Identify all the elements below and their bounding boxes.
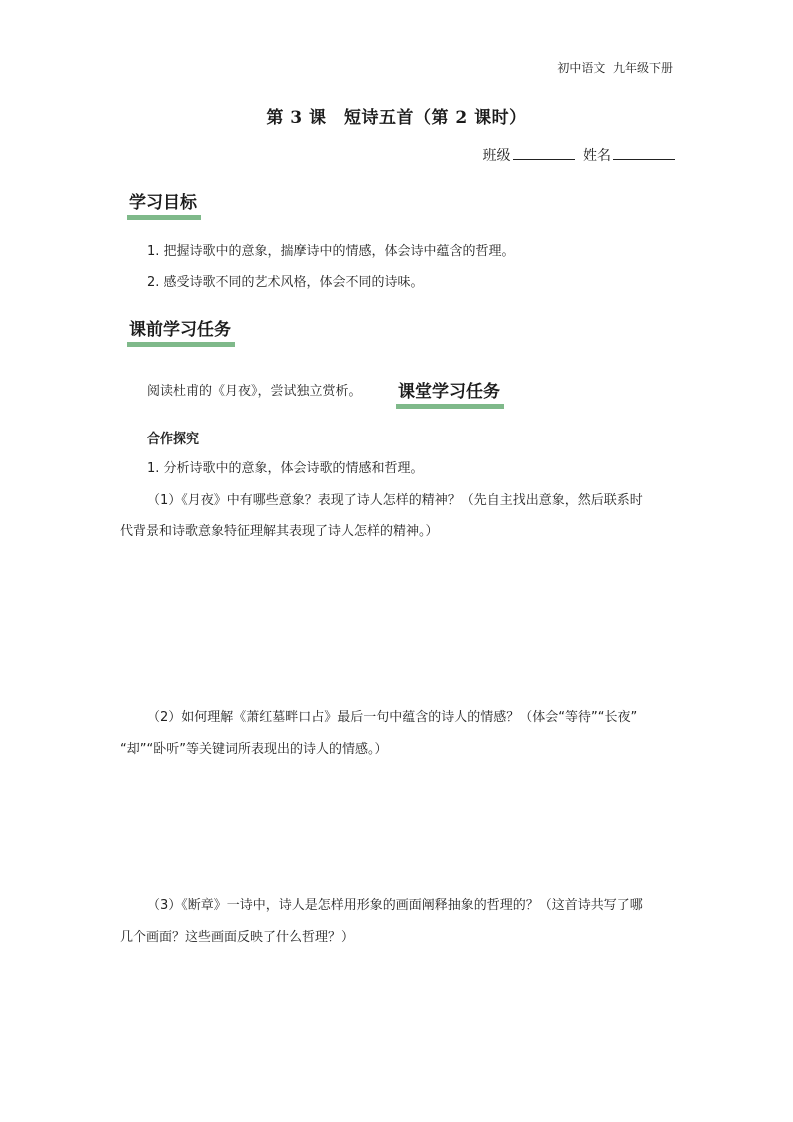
objective-item-2: 2. 感受诗歌不同的艺术风格，体会不同的诗味。 (147, 275, 424, 290)
prelesson-heading: 课前学习任务 (127, 319, 235, 347)
objectives-heading: 学习目标 (127, 192, 201, 220)
subject-label: 初中语文 (557, 61, 606, 75)
class-label: 班级 (482, 148, 511, 164)
question-1-line-2: 代背景和诗歌意象特征理解其表现了诗人怎样的精神。） (120, 524, 439, 539)
class-name-line (483, 145, 675, 165)
grade-label: 九年级下册 (612, 61, 673, 75)
page-title: 第 3 课 短诗五首（第 2 课时） (266, 108, 527, 128)
inclass-heading: 课堂学习任务 (396, 381, 504, 409)
question-2-line-2: “却”“卧听”等关键词所表现出的诗人的情感。） (120, 742, 388, 757)
cooperative-inquiry-heading: 合作探究 (147, 432, 200, 447)
question-3-line-2: 几个画面？这些画面反映了什么哲理？） (120, 930, 355, 945)
question-1-line-1: （1）《月夜》中有哪些意象？表现了诗人怎样的精神？（先自主找出意象，然后联系时 (147, 493, 643, 508)
objective-item-1: 1. 把握诗歌中的意象，揣摩诗中的情感，体会诗中蕴含的哲理。 (147, 244, 515, 259)
class-blank[interactable] (513, 145, 575, 160)
name-label: 姓名 (583, 148, 611, 164)
question-2-line-1: （2）如何理解《萧红墓畔口占》最后一句中蕴含的诗人的情感？（体会“等待”“长夜” (147, 710, 638, 725)
name-blank[interactable] (613, 145, 675, 160)
prelesson-text: 阅读杜甫的《月夜》，尝试独立赏析。 (147, 384, 362, 399)
task-1: 1. 分析诗歌中的意象，体会诗歌的情感和哲理。 (147, 461, 424, 476)
question-3-line-1: （3）《断章》一诗中，诗人是怎样用形象的画面阐释抽象的哲理的？（这首诗共写了哪 (147, 898, 643, 913)
header-meta (557, 59, 673, 76)
